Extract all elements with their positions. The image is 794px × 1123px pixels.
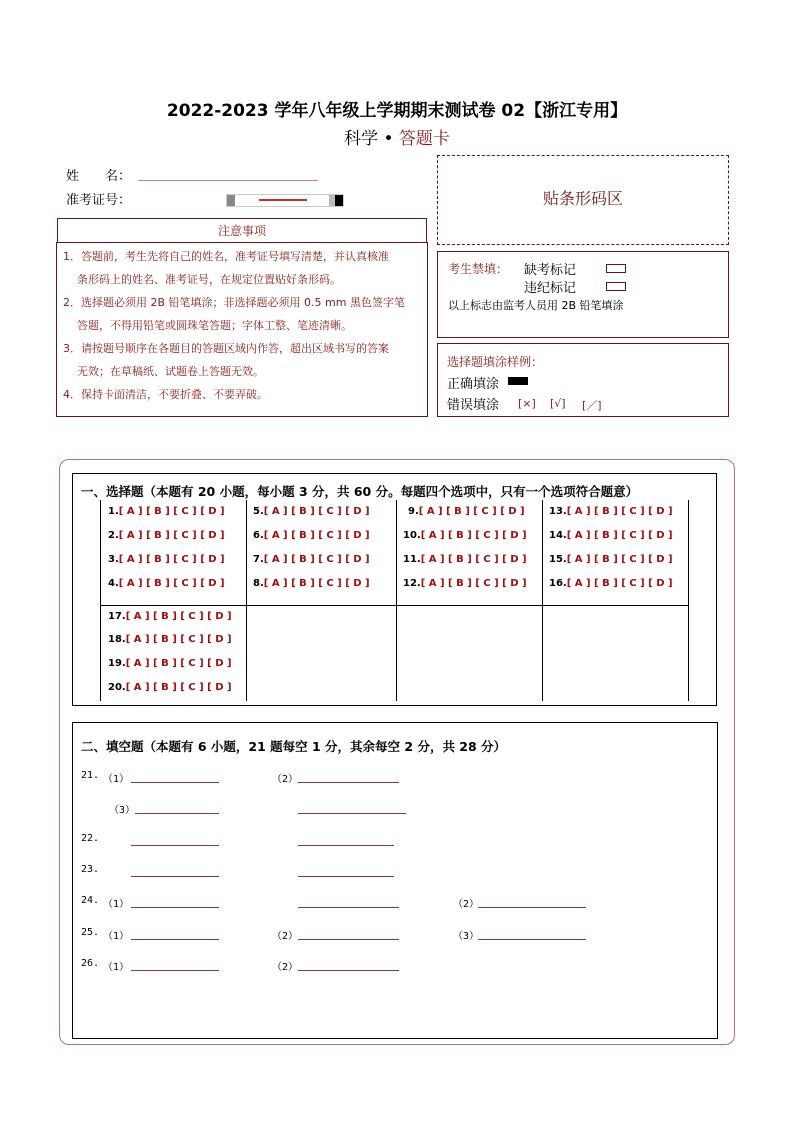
correct-fill-label: 正确填涂 [447,377,500,392]
answer-blank[interactable] [298,782,399,783]
fill-question-number: 24. [81,895,100,907]
answer-options[interactable]: [ A ] [ B ] [ C ] [ D ] [263,506,370,517]
blank-label: （3） [109,805,136,817]
answer-options[interactable]: [ A ] [ B ] [ C ] [ D ] [125,682,232,693]
violation-mark-box[interactable] [606,282,626,291]
page-title: 2022-2023 学年八年级上学期期末测试卷 02【浙江专用】 [166,101,628,121]
choice-section-title: 一、选择题（本题有 20 小题，每小题 3 分，共 60 分。每题四个选项中，只有一个选项符合题意） [81,484,639,499]
answer-blank[interactable] [131,939,219,940]
question-number: 9. [408,506,419,517]
answer-options[interactable]: [ A ] [ B ] [ C ] [ D ] [125,658,232,669]
choice-question[interactable] [549,554,673,565]
answer-blank[interactable] [131,782,219,783]
choice-question[interactable] [253,506,370,517]
question-number: 16. [549,578,567,589]
choice-question[interactable] [108,658,232,669]
sample-title: 选择题填涂样例： [447,355,544,369]
wrong-mark-cross: [×] [518,397,536,410]
name-field[interactable] [138,180,318,181]
question-number: 7. [253,554,264,565]
forbidden-note: 以上标志由监考人员用 2B 铅笔填涂 [448,299,624,312]
answer-blank[interactable] [131,845,219,846]
notice-item: 2．选择题必须用 2B 铅笔填涂；非选择题必须用 0.5 mm 黑色签字笔 [63,296,405,309]
blank-label: （1） [103,774,130,785]
choice-question[interactable] [549,530,673,541]
choice-question[interactable] [108,578,225,589]
question-number: 13. [549,506,567,517]
choice-question[interactable] [253,554,370,565]
subtitle-subject: 科学 • [344,129,399,149]
grid-divider [688,500,689,701]
question-number: 1. [108,506,119,517]
grid-divider [542,500,543,701]
choice-question[interactable] [253,530,370,541]
question-number: 20. [108,682,126,693]
choice-question[interactable] [403,578,527,589]
choice-question[interactable] [253,578,370,589]
fill-section-title: 二、填空题（本题有 6 小题，21 题每空 1 分，其余每空 2 分，共 28 分） [81,739,507,754]
notice-title: 注意事项 [57,218,427,243]
question-number: 3. [108,554,119,565]
wrong-fill-label: 错误填涂 [447,398,500,413]
correct-fill-sample [508,377,528,385]
violation-mark-label: 违纪标记 [524,281,577,296]
answer-options[interactable]: [ A ] [ B ] [ C ] [ D ] [118,530,225,541]
notice-item: 无效；在草稿纸、试题卷上答题无效。 [77,365,264,378]
fill-question-number: 21. [81,770,100,781]
fill-question-number: 22. [81,832,100,844]
notice-item: 1．答题前，考生先将自己的姓名，准考证号填写清楚，并认真核准 [63,250,389,263]
fill-section [72,722,718,1039]
absent-mark-box[interactable] [606,264,626,273]
exam-id-label: 准考证号： [66,193,132,208]
answer-blank[interactable] [298,970,399,971]
question-number: 5. [253,506,264,517]
blank-label: （1） [103,899,130,911]
answer-options[interactable]: [ A ] [ B ] [ C ] [ D ] [566,554,673,565]
answer-options[interactable]: [ A ] [ B ] [ C ] [ D ] [420,578,527,589]
barcode-paste-area: 贴条形码区 [437,155,729,245]
question-number: 17. [108,611,126,622]
question-number: 8. [253,578,264,589]
answer-options[interactable]: [ A ] [ B ] [ C ] [ D ] [418,506,525,517]
answer-options[interactable]: [ A ] [ B ] [ C ] [ D ] [118,506,225,517]
answer-blank[interactable] [135,813,219,814]
blank-label: （2） [272,961,299,973]
answer-options[interactable]: [ A ] [ B ] [ C ] [ D ] [420,530,527,541]
choice-question[interactable] [108,506,225,517]
question-number: 19. [108,658,126,669]
blank-label: （2） [272,930,299,942]
name-label: 姓 名： [66,169,132,184]
choice-section [72,473,717,706]
choice-question[interactable] [403,554,527,565]
answer-options[interactable]: [ A ] [ B ] [ C ] [ D ] [118,578,225,589]
page-subtitle [0,124,794,149]
choice-question[interactable] [408,506,525,517]
question-number: 15. [549,554,567,565]
choice-question[interactable] [108,682,232,693]
fill-question-number: 23. [81,863,100,875]
choice-question[interactable] [108,554,225,565]
answer-blank[interactable] [131,970,219,971]
answer-options[interactable]: [ A ] [ B ] [ C ] [ D ] [420,554,527,565]
notice-item: 条形码上的姓名、准考证号，在规定位置贴好条形码。 [77,273,341,286]
answer-options[interactable]: [ A ] [ B ] [ C ] [ D ] [263,530,370,541]
answer-options[interactable]: [ A ] [ B ] [ C ] [ D ] [566,578,673,589]
question-number: 10. [403,530,421,541]
choice-question[interactable] [108,611,232,622]
question-number: 11. [403,554,421,565]
notice-item: 答题，不得用铅笔或圆珠笔答题；字体工整、笔迹清晰。 [77,319,352,332]
answer-options[interactable]: [ A ] [ B ] [ C ] [ D ] [263,554,370,565]
answer-options[interactable]: [ A ] [ B ] [ C ] [ D ] [566,506,673,517]
choice-question[interactable] [549,506,673,517]
blank-label: （2） [453,899,480,911]
sample-box [437,343,729,417]
answer-options[interactable]: [ A ] [ B ] [ C ] [ D ] [566,530,673,541]
grid-divider [246,500,247,701]
exam-id-barcode [226,194,344,207]
notice-item: 3．请按题号顺序在各题目的答题区域内作答，超出区域书写的答案 [63,342,389,355]
answer-blank[interactable] [131,907,219,908]
answer-blank[interactable] [298,876,394,877]
fill-question-number: 25. [81,926,100,938]
grid-divider [100,605,689,606]
choice-question[interactable] [108,530,225,541]
question-number: 6. [253,530,264,541]
answer-options[interactable]: [ A ] [ B ] [ C ] [ D ] [125,611,232,622]
question-number: 4. [108,578,119,589]
choice-question[interactable] [549,578,673,589]
choice-question[interactable] [403,530,527,541]
answer-blank[interactable] [298,813,406,814]
subtitle-card: 答题卡 [398,129,450,149]
blank-label: （3） [453,930,480,942]
answer-blank[interactable] [298,907,399,908]
notice-item: 4．保持卡面清洁，不要折叠、不要弄破。 [63,388,268,401]
wrong-mark-check: [√] [550,397,566,410]
answer-blank[interactable] [298,845,394,846]
question-number: 2. [108,530,119,541]
grid-divider [396,500,397,701]
choice-question[interactable] [108,634,232,645]
question-number: 12. [403,578,421,589]
answer-blank[interactable] [298,939,399,940]
answer-blank[interactable] [478,907,586,908]
forbidden-box [437,251,729,338]
forbidden-label: 考生禁填： [448,262,509,276]
answer-options[interactable]: [ A ] [ B ] [ C ] [ D ] [263,578,370,589]
absent-mark-label: 缺考标记 [524,263,577,278]
answer-options[interactable]: [ A ] [ B ] [ C ] [ D ] [118,554,225,565]
notice-box [56,242,428,417]
blank-label: （2） [272,774,299,785]
grid-divider [100,500,101,701]
fill-question-number: 26. [81,957,100,969]
question-number: 18. [108,634,126,645]
blank-label: （1） [103,961,130,973]
wrong-mark-slash: [／] [582,399,602,412]
answer-blank[interactable] [478,939,586,940]
question-number: 14. [549,530,567,541]
answer-options[interactable]: [ A ] [ B ] [ C ] [ D ] [125,634,232,645]
answer-blank[interactable] [131,876,219,877]
blank-label: （1） [103,930,130,942]
